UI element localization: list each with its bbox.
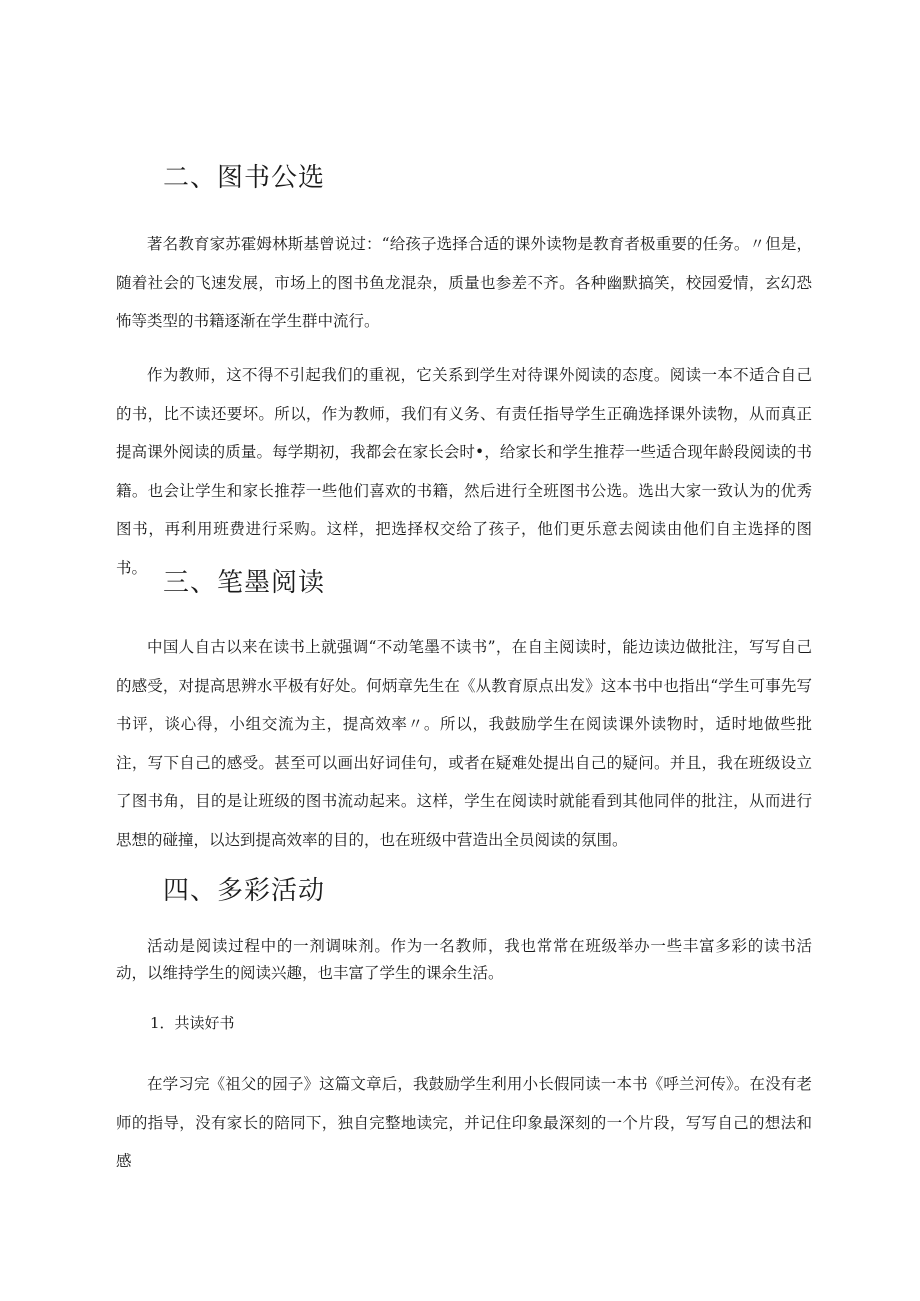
paragraph: 中国人自古以来在读书上就强调“不动笔墨不读书”，在自主阅读时，能边读边做批注，写写自己的感受，对提高思辨水平极有好处。何炳章先生在《从教育原点出发》这本书中也指出“学生可事先写书评，谈心得，小组交流为主，提高效率〃。所以，我鼓励学生在阅读课外读物时，适时地做些批注，写下自己的感受。甚至可以画出好词佳句，或者在疑难处提出自己的疑问。并且，我在班级设立了图书角，目的是让班级的图书流动起来。这样，学生在阅读时就能看到其他同伴的批注，从而进行思想的碰撞，以达到提高效率的目的，也在班级中营造出全员阅读的氛围。: [116, 638, 812, 849]
section-heading-book-selection: 二、图书公选: [163, 163, 326, 193]
paragraph: 著名教育家苏霍姆林斯基曾说过：“给孩子选择合适的课外读物是教育者极重要的任务。〃但是，随着社会的飞速发展，市场上的图书鱼龙混杂，质量也参差不齐。各种幽默搞笑，校园爱情，玄幻恐怖等类型的书籍逐渐在学生群中流行。: [116, 235, 812, 330]
section-heading-activities: 四、多彩活动: [163, 876, 326, 906]
subsection-heading: 1．共读好书: [150, 1014, 235, 1032]
section-heading-pen-ink-reading: 三、笔墨阅读: [163, 568, 326, 598]
paragraph: 活动是阅读过程中的一剂调味剂。作为一名教师，我也常常在班级举办一些丰富多彩的读书活动，以维持学生的阅读兴趣，也丰富了学生的课余生活。: [116, 937, 812, 982]
paragraph: 在学习完《祖父的园子》这篇文章后，我鼓励学生利用小长假同读一本书《呼兰河传》。在没有老师的指导，没有家长的陪同下，独自完整地读完，并记住印象最深刻的一个片段，写写自己的想法和感: [116, 1075, 812, 1170]
paragraph: 作为教师，这不得不引起我们的重视，它关系到学生对待课外阅读的态度。阅读一本不适合自己的书，比不读还要坏。所以，作为教师，我们有义务、有责任指导学生正确选择课外读物，从而真正提高课外阅读的质量。每学期初，我都会在家长会时•，给家长和学生推荐一些适合现年龄段阅读的书籍。也会让学生和家长推荐一些他们喜欢的书籍，然后进行全班图书公选。选出大家一致认为的优秀图书，再利用班费进行采购。这样，把选择权交给了孩子，他们更乐意去阅读由他们自主选择的图书。: [116, 366, 812, 577]
